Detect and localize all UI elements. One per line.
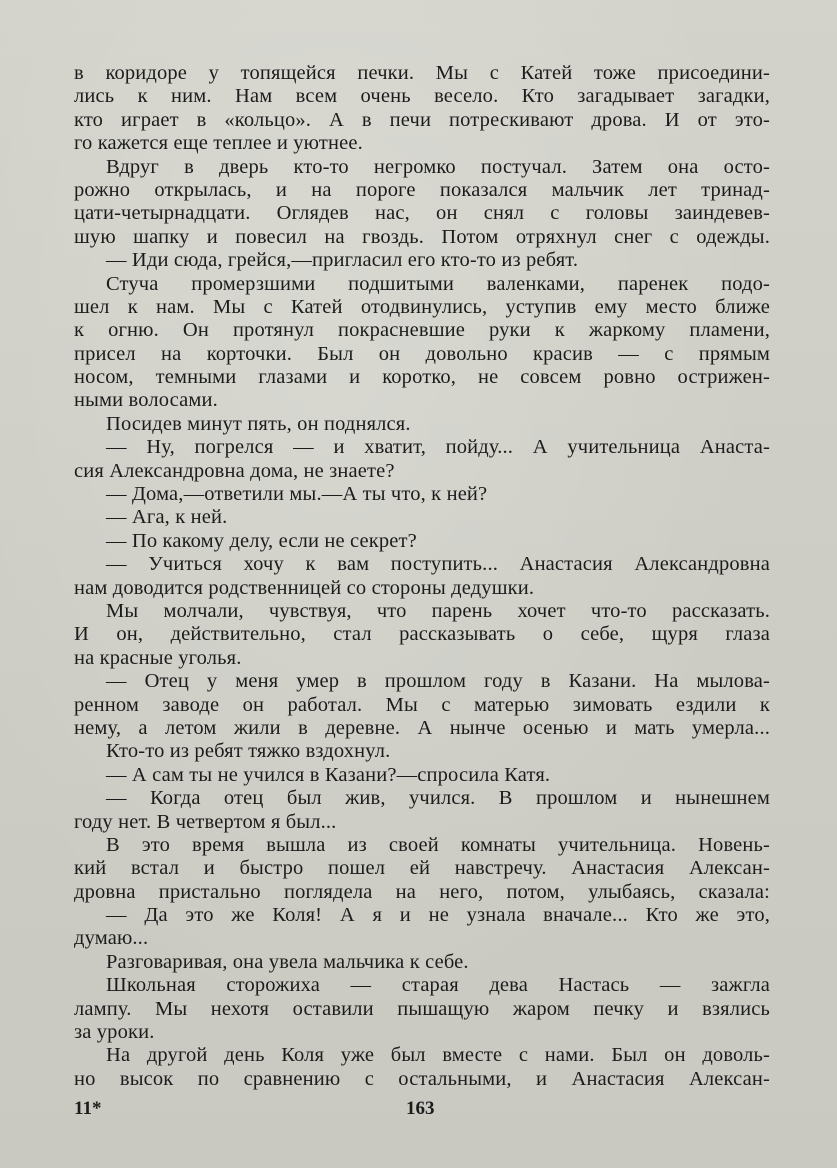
- text-line: — Когда отец был жив, учился. В прошлом и нынешнем: [106, 787, 770, 810]
- text-line: рожно открылась, и на пороге показался мальчик лет тринад-: [74, 178, 770, 201]
- text-line: го кажется еще теплее и уютнее.: [74, 132, 363, 155]
- text-line: кий встал и быстро пошел ей навстречу. Анастасия Алексан-: [74, 857, 770, 880]
- signature-mark: 11*: [74, 1098, 102, 1119]
- text-line: Кто-то из ребят тяжко вздохнул.: [106, 740, 391, 763]
- text-line: В это время вышла из своей комнаты учительница. Новень-: [106, 833, 770, 856]
- text-line: — Учиться хочу к вам поступить... Анастасия Александровна: [106, 553, 770, 576]
- text-line: — Ну, погрелся — и хватит, пойду... А учительница Анаста-: [106, 436, 770, 459]
- body-text: [74, 62, 770, 1091]
- text-line: — Отец у меня умер в прошлом году в Казани. На мылова-: [106, 670, 770, 693]
- text-line: нам доводится родственницей со стороны дедушки.: [74, 576, 535, 599]
- text-line: ными волосами.: [74, 389, 218, 412]
- text-line: ренном заводе он работал. Мы с матерью зимовать ездили к: [74, 693, 770, 716]
- text-line: дровна пристально поглядела на него, потом, улыбаясь, сказала:: [74, 880, 770, 903]
- text-line: на красные уголья.: [74, 646, 242, 669]
- text-line: присел на корточки. Был он довольно красив — с прямым: [74, 342, 770, 365]
- text-line: в коридоре у топящейся печки. Мы с Катей тоже присоедини-: [74, 62, 770, 84]
- text-line: — Иди сюда, грейся,—пригласил его кто-то из ребят.: [106, 249, 579, 272]
- text-line: шую шапку и повесил на гвоздь. Потом отряхнул снег с одежды.: [74, 225, 770, 248]
- page-number: 163: [406, 1098, 435, 1119]
- text-line: И он, действительно, стал рассказывать о себе, щуря глаза: [74, 623, 770, 646]
- text-line: нему, а летом жили в деревне. А нынче осенью и мать умерла...: [74, 716, 770, 739]
- text-line: — Ага, к ней.: [106, 506, 228, 529]
- text-line: лись к ним. Нам всем очень весело. Кто загадывает загадки,: [74, 85, 770, 108]
- text-line: году нет. В четвертом я был...: [74, 810, 337, 833]
- text-line: шел к нам. Мы с Катей отодвинулись, уступив ему место ближе: [74, 295, 770, 318]
- text-line: цати-четырнадцати. Оглядев нас, он снял с головы заиндевев-: [74, 202, 770, 225]
- text-line: — А сам ты не учился в Казани?—спросила Катя.: [106, 763, 551, 786]
- text-line: — Дома,—ответили мы.—А ты что, к ней?: [106, 483, 488, 506]
- text-line: думаю...: [74, 927, 149, 950]
- text-line: На другой день Коля уже был вместе с нами. Был он доволь-: [106, 1044, 770, 1067]
- text-line: — По какому делу, если не секрет?: [106, 529, 417, 552]
- text-line: сия Александровна дома, не знаете?: [74, 459, 395, 482]
- text-line: лампу. Мы нехотя оставили пышащую жаром печку и взялись: [74, 997, 770, 1020]
- text-line: но высок по сравнению с остальными, и Анастасия Алексан-: [74, 1067, 770, 1090]
- text-line: Разговаривая, она увела мальчика к себе.: [106, 950, 469, 973]
- text-line: носом, темными глазами и коротко, не совсем ровно острижен-: [74, 366, 770, 389]
- text-line: Посидев минут пять, он поднялся.: [106, 412, 411, 435]
- text-line: Стуча промерзшими подшитыми валенками, паренек подо-: [106, 272, 770, 295]
- text-line: кто играет в «кольцо». А в печи потрескивают дрова. И от это-: [74, 108, 770, 131]
- text-line: к огню. Он протянул покрасневшие руки к жаркому пламени,: [74, 319, 770, 342]
- text-line: за уроки.: [74, 1021, 155, 1044]
- text-line: Вдруг в дверь кто-то негромко постучал. Затем она осто-: [106, 155, 770, 178]
- text-line: Мы молчали, чувствуя, что парень хочет что-то рассказать.: [106, 599, 770, 622]
- text-line: — Да это же Коля! А я и не узнала вначале... Кто же это,: [106, 904, 770, 927]
- text-line: Школьная сторожиха — старая дева Настась — зажгла: [106, 974, 770, 997]
